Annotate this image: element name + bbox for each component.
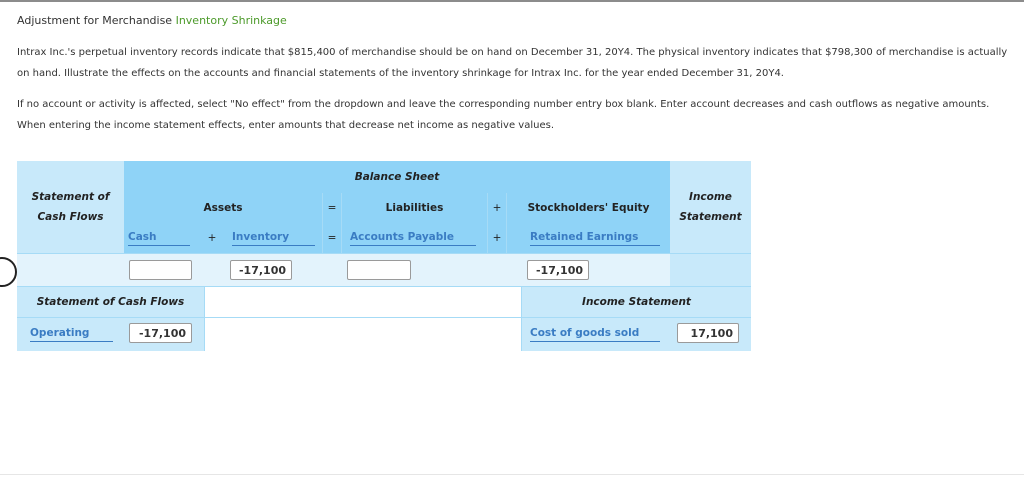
retained-earnings-entry-input[interactable]: -17,100 [527, 260, 589, 280]
plus-sign-accounts: + [488, 223, 506, 253]
account-retained-earnings[interactable]: Retained Earnings [530, 231, 660, 246]
values-row-income-bg [670, 254, 751, 286]
inventory-entry-input[interactable]: -17,100 [230, 260, 292, 280]
side-circle-icon [0, 257, 17, 287]
header-liabilities: Liabilities [342, 193, 487, 223]
header-balance-sheet: Balance Sheet [124, 161, 670, 193]
equals-sign: = [323, 193, 341, 223]
account-inventory[interactable]: Inventory [232, 231, 315, 246]
section-income-label: Income Statement [522, 287, 751, 317]
cash-entry-input[interactable] [129, 260, 192, 280]
bottom-divider [0, 474, 1024, 475]
cash-flow-activity[interactable]: Operating [30, 327, 113, 342]
header-income-statement: Income Statement [670, 161, 751, 253]
header-stockholders-equity: Stockholders' Equity [507, 193, 670, 223]
accounts-payable-entry-input[interactable] [347, 260, 411, 280]
top-divider [0, 0, 1024, 2]
section-blank-top [205, 287, 521, 317]
equals-sign-accounts: = [323, 223, 341, 253]
problem-paragraph-1: Intrax Inc.'s perpetual inventory records indicate that $815,400 of merchandise should be on hand on December 31, 20Y4. The physical inventory indicates that $798,300 of merchandise is actually on hand. Illustrate the effects on the accounts and financial statements of the inventory shrinkage for Intrax Inc. for the year ended December 31, 20Y4. [17, 47, 1008, 79]
plus-sign: + [488, 193, 506, 223]
income-value-input[interactable]: 17,100 [677, 323, 739, 343]
effects-table [17, 161, 751, 351]
account-cash[interactable]: Cash [128, 231, 190, 246]
title-prefix: Adjustment for Merchandise [17, 14, 176, 27]
plus-sign-assets: + [207, 232, 217, 244]
section-blank-bottom [205, 318, 521, 351]
header-assets: Assets [124, 193, 322, 223]
problem-paragraph-2: If no account or activity is affected, select "No effect" from the dropdown and leave the corresponding number entry box blank. Enter account decreases and cash outflows as negative amounts. When entering the income statement effects, enter amounts that decrease net income as negative values. [17, 99, 990, 131]
header-statement-cash-flows: Statement of Cash Flows [17, 161, 124, 253]
section-cash-flows-label: Statement of Cash Flows [17, 287, 204, 317]
cash-flow-value-input[interactable]: -17,100 [129, 323, 192, 343]
account-accounts-payable[interactable]: Accounts Payable [350, 231, 476, 246]
page-title [17, 14, 287, 27]
income-account[interactable]: Cost of goods sold [530, 327, 660, 342]
title-accent: Inventory Shrinkage [175, 14, 287, 27]
